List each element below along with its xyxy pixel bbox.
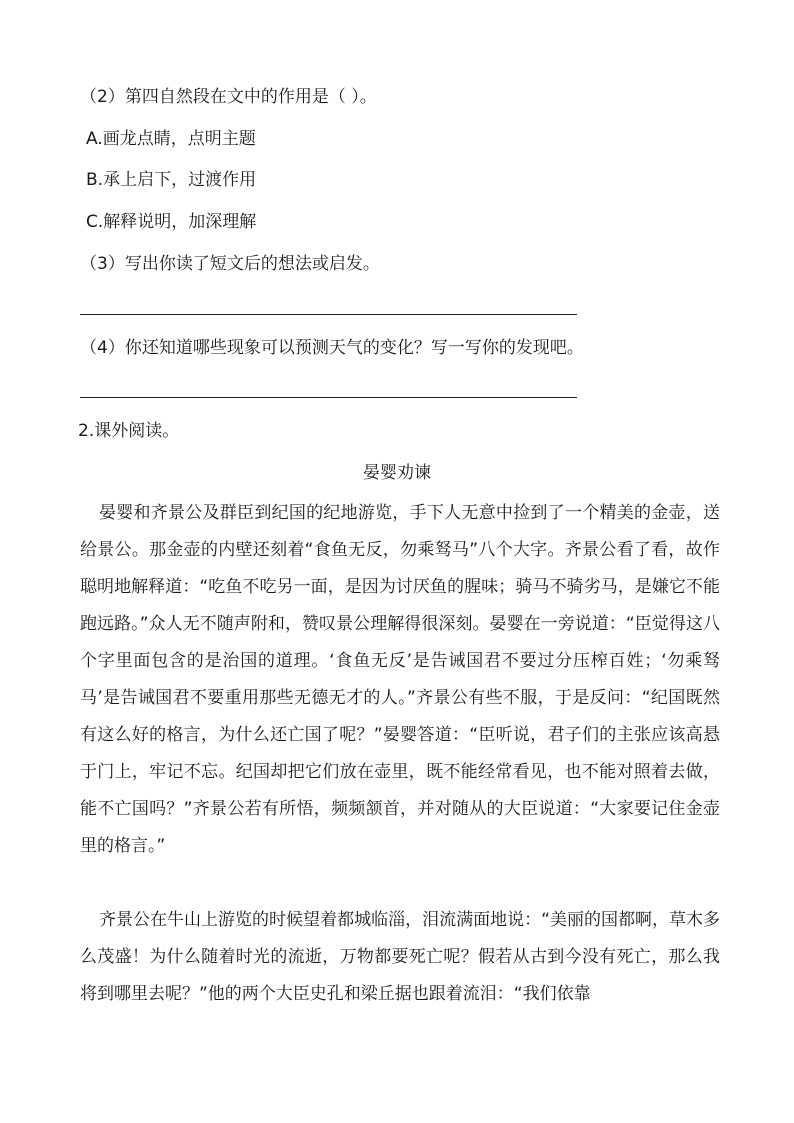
passage-paragraph-1: 晏婴和齐景公及群臣到纪国的纪地游览，手下人无意中捡到了一个精美的金壶，送给景公。那金壶的内壁还刻着“食鱼无反，勿乘驽马”八个大字。齐景公看了看，故作聪明地解释道：“吃鱼不吃另一面，是因为讨厌鱼的腥味；骑马不骑劣马，是嫌它不能跑远路。”众人无不随声附和，赞叹景公理解得很深刻。晏婴在一旁说道：“臣觉得这八个字里面包含的是治国的道理。‘食鱼无反’是告诫国君不要过分压榨百姓；‘勿乘驽马’是告诫国君不要重用那些无德无才的人。”齐景公有些不服，于是反问：“纪国既然有这么好的格言，为什么还亡国了呢？”晏婴答道：“臣听说，君子们的主张应该高悬于门上，牢记不忘。纪国却把它们放在壶里，既不能经常看见，也不能对照着去做，能不亡国吗？”齐景公若有所悟，频频颔首，并对随从的大臣说道：“大家要记住金壶里的格言。” bbox=[80, 503, 720, 856]
passage-title: 晏婴劝谏 bbox=[363, 463, 431, 483]
answer-line-question-3 bbox=[80, 314, 577, 315]
answer-line-question-4 bbox=[80, 397, 577, 398]
question-3-prompt: （3）写出你读了短文后的想法或启发。 bbox=[80, 254, 380, 274]
question-2-option-c: C.解释说明，加深理解 bbox=[86, 212, 257, 232]
question-2-option-b: B.承上启下，过渡作用 bbox=[86, 170, 257, 190]
question-2-option-a: A.画龙点睛，点明主题 bbox=[86, 129, 256, 149]
question-4-prompt: （4）你还知道哪些现象可以预测天气的变化？写一写你的发现吧。 bbox=[80, 338, 584, 358]
passage-paragraph-2: 齐景公在牛山上游览的时候望着都城临淄，泪流满面地说：“美丽的国都啊，草木多么茂盛！为什么随着时光的流逝，万物都要死亡呢？假若从古到今没有死亡，那么我将到哪里去呢？”他的两个大臣史孔和梁丘据也跟着流泪：“我们依靠 bbox=[80, 910, 720, 1004]
section-heading: 2.课外阅读。 bbox=[78, 421, 180, 441]
question-2-prompt: （2）第四自然段在文中的作用是（ ）。 bbox=[80, 87, 377, 107]
